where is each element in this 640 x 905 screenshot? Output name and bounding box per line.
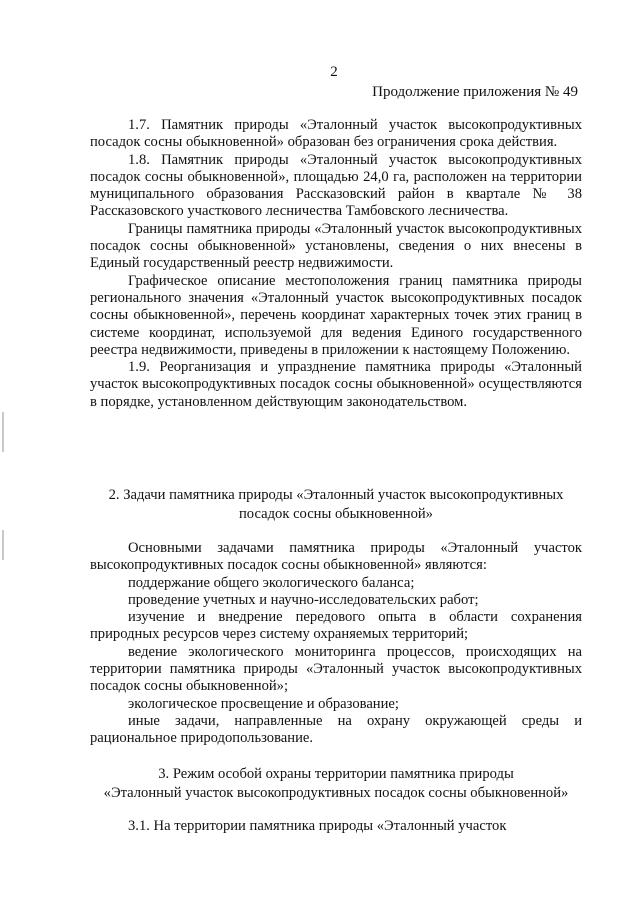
scan-margin-mark [2,412,4,452]
section-2-body [90,540,582,748]
page-number: 2 [330,64,338,80]
section-2-heading-line-1: 2. Задачи памятника природы «Эталонный участок высокопродуктивных [108,487,564,503]
paragraph-1-8: 1.8. Памятник природы «Эталонный участок высокопродуктивных посадок сосны обыкновенной», площадью 24,0 га, расположен на территории муниципального образования Рассказовский район в квартале № 38 Рассказовского участкового лесничества Тамбовского лесничества. [90,151,582,220]
task-item: изучение и внедрение передового опыта в области сохранения природных ресурсов через систему охраняемых территорий; [90,609,582,643]
paragraph-borders: Границы памятника природы «Эталонный участок высокопродуктивных посадок сосны обыкновенной» установлены, сведения о них внесены в Единый государственный реестр недвижимости. [90,220,582,272]
section-2-heading [90,486,582,524]
task-item: поддержание общего экологического баланса; [128,574,415,591]
section-3-heading-line-1: 3. Режим особой охраны территории памятника природы [158,766,514,782]
section-1-body [90,117,582,411]
section-3-body [90,818,582,835]
task-item: ведение экологического мониторинга процессов, происходящих на территории памятника природы «Эталонный участок высокопродуктивных посадок сосны обыкновенной»; [90,643,582,695]
paragraph-1-7: 1.7. Памятник природы «Эталонный участок высокопродуктивных посадок сосны обыкновенной» образован без ограничения срока действия. [90,117,582,151]
task-item: экологическое просвещение и образование; [128,695,399,712]
appendix-continuation-label: Продолжение приложения № 49 [372,84,578,100]
paragraph-1-9: 1.9. Реорганизация и упразднение памятника природы «Эталонный участок высокопродуктивных посадок сосны обыкновенной» осуществляются в порядке, установленном действующим законодательством. [90,359,582,410]
section-2-intro: Основными задачами памятника природы «Эталонный участок высокопродуктивных посадок сосны обыкновенной» являются: [90,540,582,574]
task-item: проведение учетных и научно-исследовательских работ; [128,591,479,608]
section-3-heading [90,765,582,803]
paragraph-3-1: 3.1. На территории памятника природы «Эталонный участок [128,818,507,834]
section-2-heading-line-2: посадок сосны обыкновенной» [239,506,433,522]
task-item: иные задачи, направленные на охрану окружающей среды и рациональное природопользование. [90,712,582,747]
scan-margin-mark [2,530,4,560]
section-3-heading-line-2: «Эталонный участок высокопродуктивных посадок сосны обыкновенной» [103,785,569,801]
paragraph-graphic-description: Графическое описание местоположения границ памятника природы регионального значения «Эталонный участок высокопродуктивных посадок сосны обыкновенной», перечень координат характерных точек этих границ в системе координат, используемой для ведения Единого государственного реестра недвижимости, приведены в приложении к настоящему Положению. [90,272,582,358]
